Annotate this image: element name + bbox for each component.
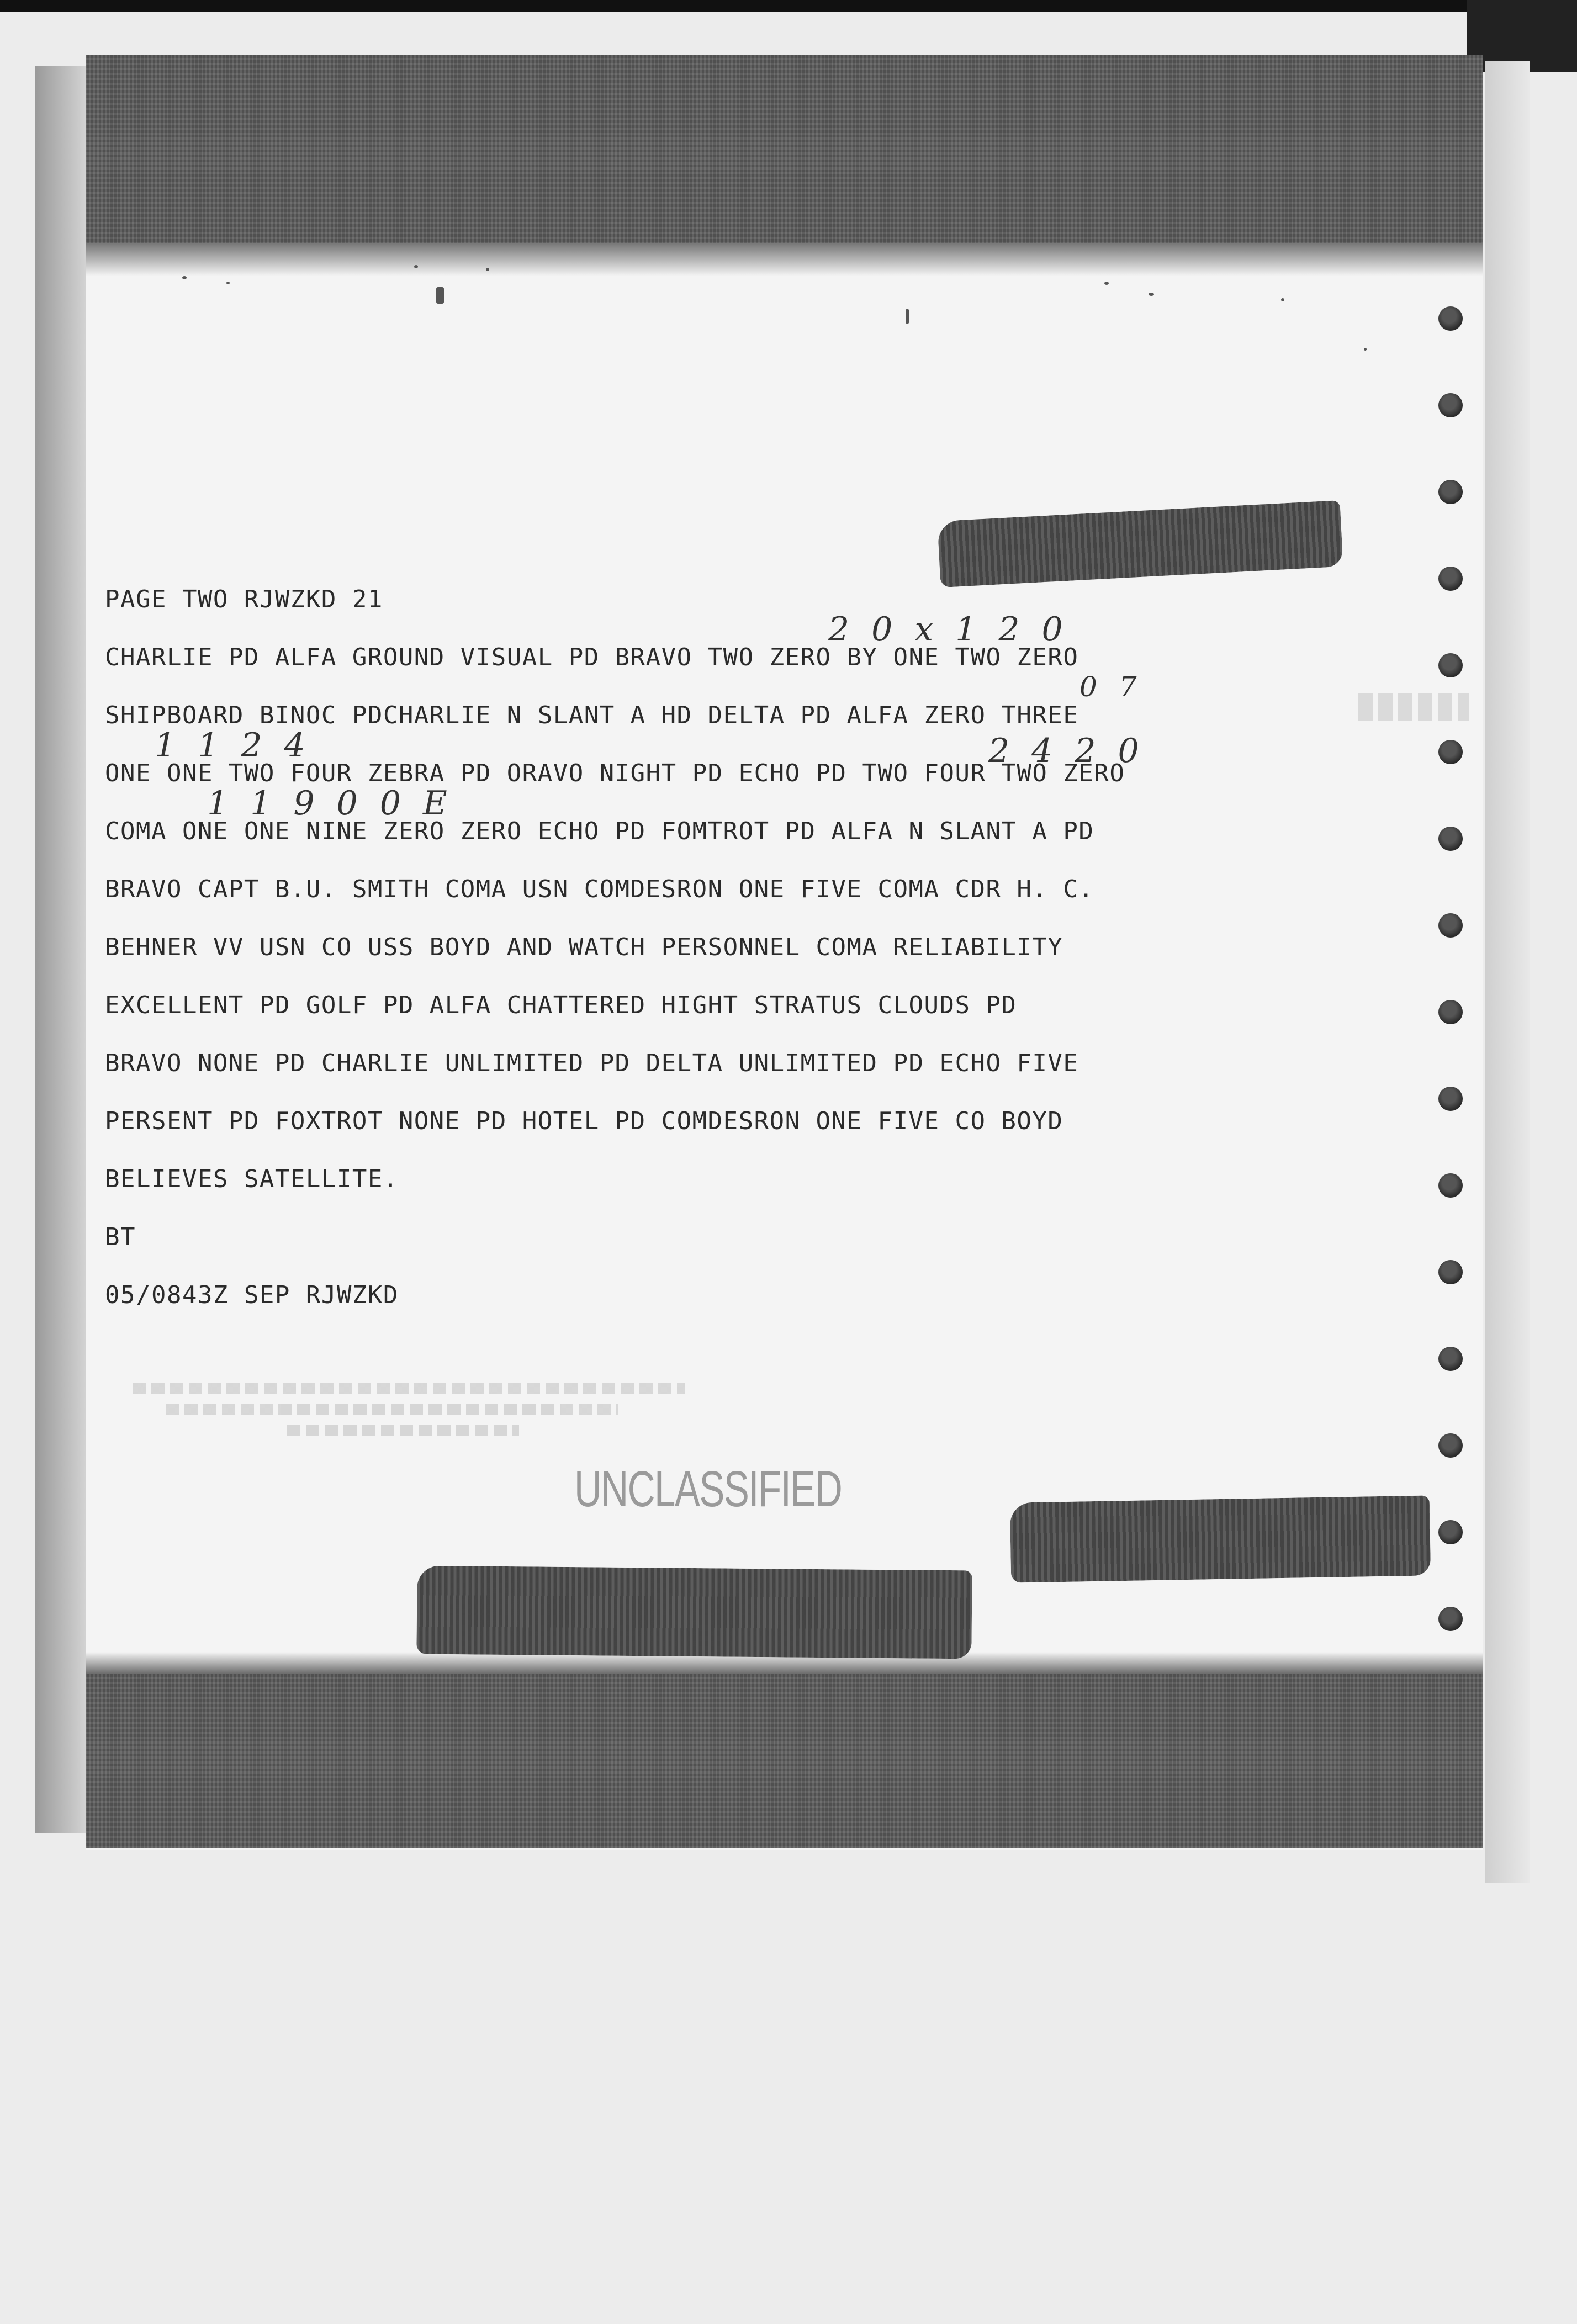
message-line: BELIEVES SATELLITE.: [105, 1165, 399, 1193]
message-line: EXCELLENT PD GOLF PD ALFA CHATTERED HIGHT STRATUS CLOUDS PD: [105, 991, 1017, 1019]
tractor-feed-holes: [1438, 306, 1466, 1643]
message-line: BRAVO NONE PD CHARLIE UNLIMITED PD DELTA UNLIMITED PD ECHO FIVE: [105, 1049, 1079, 1077]
handwritten-note: 11900E: [207, 784, 469, 823]
redaction-block: [416, 1566, 972, 1659]
message-line: SHIPBOARD BINOC PDCHARLIE N SLANT A HD DELTA PD ALFA ZERO THREE: [105, 701, 1079, 729]
message-line: BRAVO CAPT B.U. SMITH COMA USN COMDESRON ONE FIVE COMA CDR H. C.: [105, 875, 1094, 903]
message-line: ONE ONE TWO FOUR ZEBRA PD ORAVO NIGHT PD ECHO PD TWO FOUR TWO ZERO: [105, 759, 1125, 787]
film-edge-top: [0, 0, 1577, 12]
printer-specks: [177, 260, 1336, 381]
message-line: CHARLIE PD ALFA GROUND VISUAL PD BRAVO TWO ZERO BY ONE TWO ZERO: [105, 643, 1079, 671]
page-shadow-left: [35, 66, 91, 1833]
message-line: COMA ONE ONE NINE ZERO ZERO ECHO PD FOMTROT PD ALFA N SLANT A PD: [105, 817, 1094, 845]
handwritten-note: 20x120: [828, 610, 1085, 649]
message-line: BEHNER VV USN CO USS BOYD AND WATCH PERSONNEL COMA RELIABILITY: [105, 933, 1063, 961]
page-shadow-right: [1485, 61, 1530, 1883]
dark-scan-band-bottom: [86, 1669, 1483, 1848]
faint-ghost-text: [1358, 693, 1469, 721]
handwritten-note: 07: [1079, 671, 1159, 703]
message-line: PERSENT PD FOXTROT NONE PD HOTEL PD COMDESRON ONE FIVE CO BOYD: [105, 1107, 1063, 1135]
message-datetime-line: 05/0843Z SEP RJWZKD: [105, 1281, 399, 1309]
message-break-line: BT: [105, 1223, 136, 1251]
dark-scan-band-top: [86, 55, 1483, 254]
redaction-block: [1010, 1495, 1431, 1582]
classification-stamp: UNCLASSIFIED: [574, 1461, 842, 1517]
handwritten-note: 1124: [155, 726, 327, 765]
faded-downgrade-stamp: [133, 1383, 685, 1449]
message-header-line: PAGE TWO RJWZKD 21: [105, 585, 383, 613]
handwritten-note: 2420: [988, 732, 1161, 770]
